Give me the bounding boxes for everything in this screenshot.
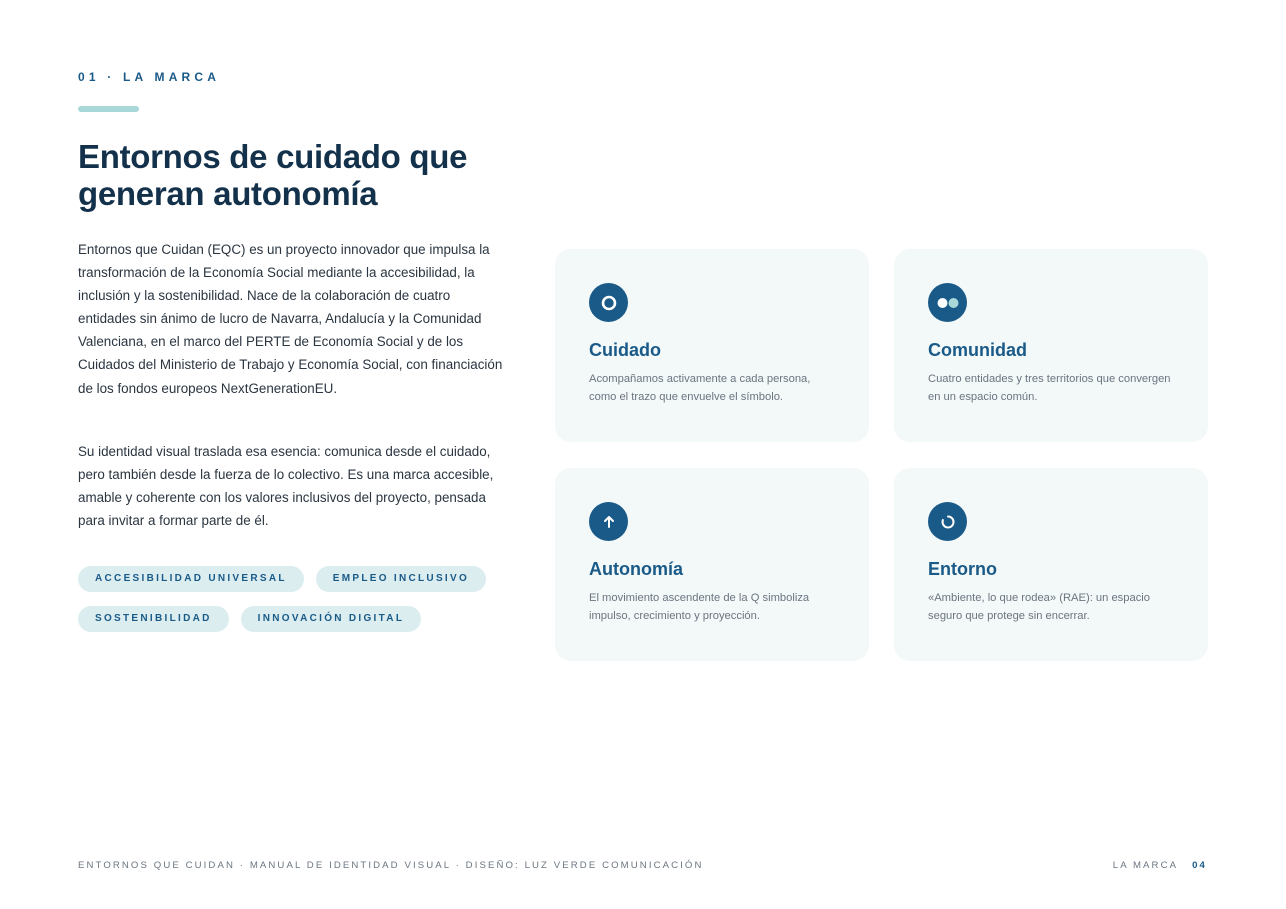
- footer-page-info: [1113, 860, 1207, 871]
- footer-section: LA MARCA: [1112, 860, 1179, 871]
- tag-list: [78, 566, 508, 646]
- page-number: 04: [1192, 860, 1207, 871]
- tag-sostenibilidad: SOSTENIBILIDAD: [78, 606, 229, 632]
- accent-rule: [78, 106, 139, 112]
- tag-empleo: EMPLEO INCLUSIVO: [316, 566, 486, 592]
- arrow-up-icon: [589, 502, 628, 541]
- card-title: Comunidad: [928, 340, 1027, 360]
- tag-accesibilidad: ACCESIBILIDAD UNIVERSAL: [78, 566, 304, 592]
- footer-credits: ENTORNOS QUE CUIDAN · MANUAL DE IDENTIDAD VISUAL · DISEÑO: LUZ VERDE COMUNICACIÓN: [78, 860, 704, 871]
- tag-innovacion: INNOVACIÓN DIGITAL: [241, 606, 422, 632]
- card-description: El movimiento ascendente de la Q simboliza impulso, crecimiento y proyección.: [589, 592, 810, 622]
- card-title: Cuidado: [589, 340, 661, 360]
- ring-icon: [589, 283, 628, 322]
- two-dots-icon: [928, 283, 967, 322]
- card-title: Autonomía: [589, 559, 683, 579]
- card-title: Entorno: [928, 559, 997, 579]
- card-description: Cuatro entidades y tres territorios que convergen en un espacio común.: [928, 373, 1171, 403]
- page-title: Entornos de cuidado que generan autonomía: [78, 138, 468, 212]
- card-description: «Ambiente, lo que rodea» (RAE): un espacio seguro que protege sin encerrar.: [928, 592, 1151, 622]
- card-description: Acompañamos activamente a cada persona, como el trazo que envuelve el símbolo.: [589, 373, 811, 403]
- card-autonomia: [555, 468, 869, 661]
- open-circle-icon: [928, 502, 967, 541]
- card-comunidad: [894, 249, 1208, 442]
- identity-paragraph: Su identidad visual traslada esa esencia: comunica desde el cuidado, pero también desde la fuerza de lo colectivo. Es una marca accesible, amable y coherente con los valores inclusivos del proyecto, pensada para invitar a formar parte de él.: [78, 444, 494, 529]
- card-entorno: [894, 468, 1208, 661]
- card-cuidado: [555, 249, 869, 442]
- section-eyebrow: 01 · LA MARCA: [78, 70, 221, 84]
- intro-paragraph: Entornos que Cuidan (EQC) es un proyecto innovador que impulsa la transformación de la Economía Social mediante la accesibilidad, la inclusión y la sostenibilidad. Nace de la colaboración de cuatro entidades sin ánimo de lucro de Navarra, Andalucía y la Comunidad Valenciana, en el marco del PERTE de Economía Social y de los Cuidados del Ministerio de Trabajo y Economía Social, con financiación de los fondos europeos NextGenerationEU.: [78, 242, 503, 396]
